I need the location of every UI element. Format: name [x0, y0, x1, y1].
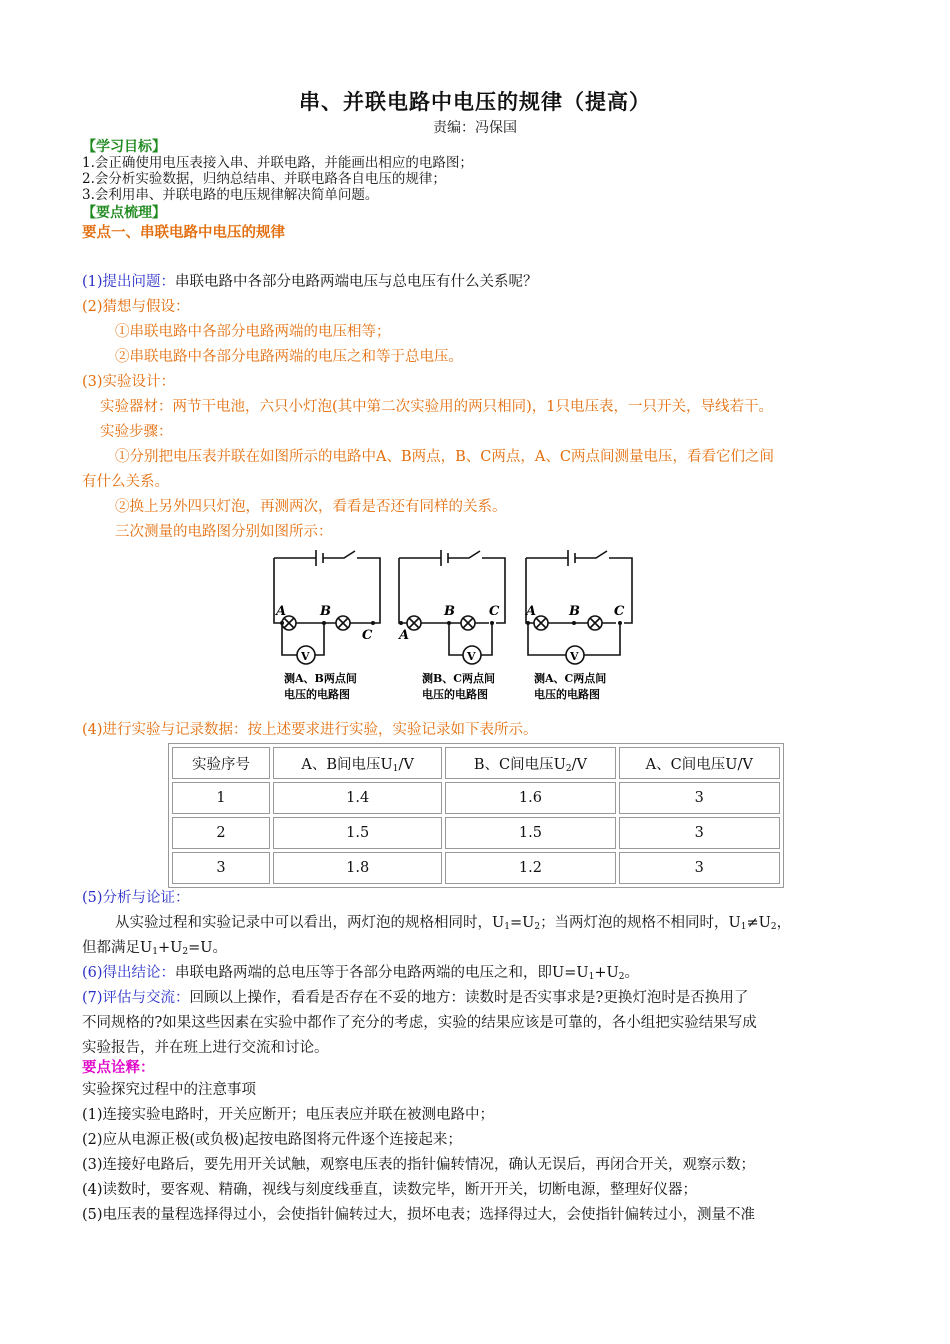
section-1-label: (1)提出问题： [82, 274, 176, 290]
section-1-text: 串联电路中各部分电路两端电压与总电压有什么关系呢？ [175, 274, 538, 290]
table-header-cell: B、C间电压$U_2/V$ [445, 747, 615, 779]
section-5-label: (5)分析与论证： [82, 890, 190, 906]
circuit-3 [524, 550, 632, 701]
table-row [172, 817, 780, 849]
table-cell: 1.6 [445, 782, 615, 814]
section-3-label: (3)实验设计： [82, 374, 176, 390]
notes-header: 要点诠释： [82, 1059, 155, 1076]
section-7-cont: 实验报告，并在班上进行交流和讨论。 [82, 1040, 329, 1056]
caption-line-1: 测B、C两点间 [422, 672, 496, 685]
goal-item: 1.会正确使用电压表接入串、并联电路，并能画出相应的电路图； [82, 155, 473, 171]
table-cell: 3 [619, 782, 780, 814]
table-cell: 1 [172, 782, 270, 814]
table-header-cell: A、B间电压$U_1/V$ [273, 747, 442, 779]
steps-label: 实验步骤： [100, 424, 173, 440]
caption-line-2: 电压的电路图 [284, 688, 350, 701]
voltmeter-label: V [301, 650, 310, 663]
caption-line-2: 电压的电路图 [534, 688, 600, 701]
section-7: (7)评估与交流：回顾以上操作，看看是否存在不妥的地方：读数时是否实事求是?更换灯泡时是否换用了 [82, 990, 749, 1006]
table-row [172, 782, 780, 814]
step-1-cont: 有什么关系。 [82, 474, 169, 490]
section-7-cont: 不同规格的?如果这些因素在实验中都作了充分的考虑，实验的结果应该是可靠的，各小组把实验结果写成 [82, 1015, 757, 1031]
section-1 [82, 272, 538, 292]
section-6: (6)得出结论：串联电路两端的总电压等于各部分电路两端的电压之和，即$U=U_1+U_2$。 [82, 965, 639, 982]
table-cell: 1.5 [273, 817, 442, 849]
figure-intro: 三次测量的电路图分别如图所示： [115, 524, 333, 540]
table-row [172, 852, 780, 884]
note-item: (1)连接实验电路时，开关应断开；电压表应并联在被测电路中； [82, 1107, 495, 1123]
label-c: C [489, 604, 500, 619]
table-cell: 3 [172, 852, 270, 884]
section-7-label: (7)评估与交流： [82, 990, 190, 1006]
data-table [168, 743, 784, 888]
caption-line-1: 测A、B两点间 [284, 672, 357, 685]
hypothesis-1: ①串联电路中各部分电路两端的电压相等； [115, 324, 391, 340]
equipment-text: 实验器材：两节干电池，六只小灯泡(其中第二次实验用的两只相同)，1只电压表，一只开关，导线若干。 [100, 399, 774, 415]
table-cell: 3 [619, 817, 780, 849]
table-cell: 1.8 [273, 852, 442, 884]
point1-header: 要点一、串联电路中电压的规律 [82, 224, 285, 241]
table-header-cell: A、C间电压U/V [619, 747, 780, 779]
voltmeter-label: V [570, 650, 579, 663]
table-header-row [172, 747, 780, 779]
note-item: (5)电压表的量程选择得过小，会使指针偏转过大，损坏电表；选择得过大，会使指针偏转过小，测量不准 [82, 1207, 756, 1223]
note-item: (2)应从电源正极(或负极)起按电路图将元件逐个连接起来； [82, 1132, 462, 1148]
table-cell: 1.5 [445, 817, 615, 849]
label-a: A [276, 604, 287, 619]
page-title: 串、并联电路中电压的规律（提高） [299, 89, 651, 114]
table-cell: 1.2 [445, 852, 615, 884]
goal-item: 3.会利用串、并联电路的电压规律解决简单问题。 [82, 187, 379, 203]
caption-line-1: 测A、C两点间 [534, 672, 607, 685]
step-1: ①分别把电压表并联在如图所示的电路中A、B两点，B、C两点，A、C两点间测量电压，看看它们之间 [115, 449, 774, 465]
label-a: A [526, 604, 537, 619]
table-cell: 3 [619, 852, 780, 884]
points-header: 【要点梳理】 [82, 205, 166, 221]
table-cell: 2 [172, 817, 270, 849]
section-4-text: (4)进行实验与记录数据：按上述要求进行实验，实验记录如下表所示。 [82, 722, 538, 738]
label-c: C [362, 628, 373, 643]
voltmeter-label: V [467, 650, 476, 663]
note-item: (4)读数时，要客观、精确，视线与刻度线垂直，读数完毕，断开开关，切断电源，整理好仪器； [82, 1182, 698, 1198]
table-cell: 1.4 [273, 782, 442, 814]
analysis-line-2: 但都满足$U_1+U_2=U$。 [82, 940, 227, 957]
note-item: (3)连接好电路后，要先用开关试触，观察电压表的指针偏转情况，确认无误后，再闭合开关，观察示数； [82, 1157, 756, 1173]
label-a: A [399, 628, 410, 643]
section-2-label: (2)猜想与假设： [82, 299, 190, 315]
label-c: C [614, 604, 625, 619]
notes-title: 实验探究过程中的注意事项 [82, 1082, 256, 1098]
circuit-2 [397, 550, 505, 701]
step-2: ②换上另外四只灯泡，再测两次，看看是否还有同样的关系。 [115, 499, 507, 515]
analysis-line-1: 从实验过程和实验记录中可以看出，两灯泡的规格相同时，$U_1=U_2$；当两灯泡的规格不相同时，$U_1\ne U_2$， [115, 915, 792, 932]
hypothesis-2: ②串联电路中各部分电路两端的电压之和等于总电压。 [115, 349, 463, 365]
label-b: B [444, 604, 455, 619]
label-b: B [320, 604, 331, 619]
table-header-cell: 实验序号 [172, 747, 270, 779]
goal-item: 2.会分析实验数据，归纳总结串、并联电路各自电压的规律； [82, 171, 446, 187]
label-b: B [569, 604, 580, 619]
caption-line-2: 电压的电路图 [422, 688, 488, 701]
circuit-diagrams [262, 547, 642, 707]
section-6-label: (6)得出结论： [82, 965, 176, 981]
author-line: 责编：冯保国 [433, 120, 517, 136]
goal-header: 【学习目标】 [82, 139, 166, 155]
